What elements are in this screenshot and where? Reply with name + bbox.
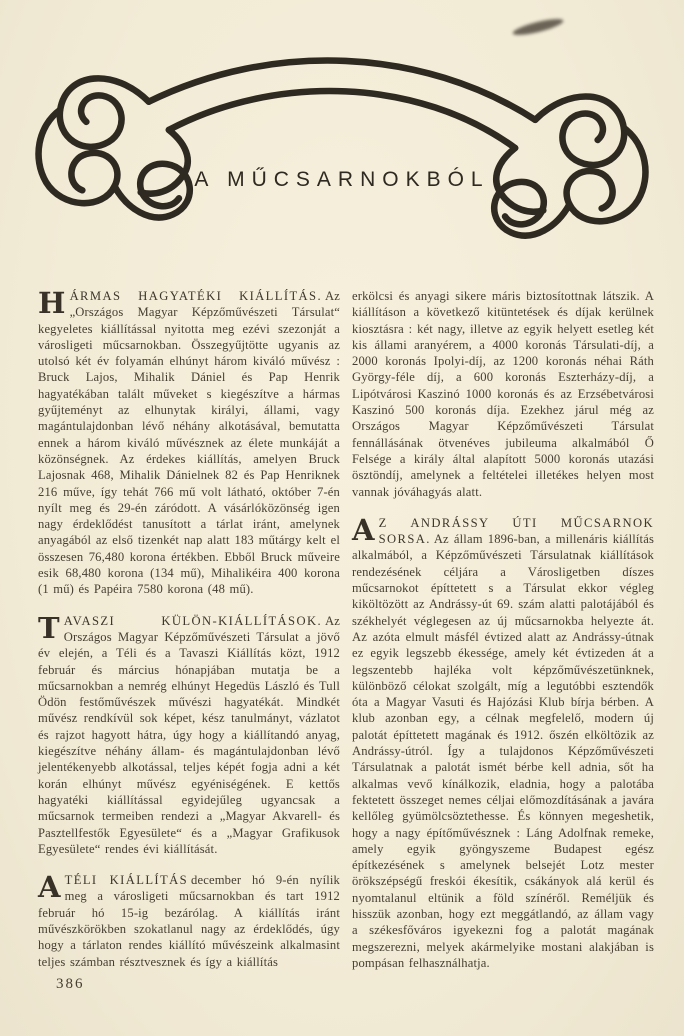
scan-smudge — [512, 16, 565, 38]
article-andrassy-uti-mucsarnok — [352, 512, 654, 971]
article-body: Az „Országos Magyar Képzőművészeti Társulat“ kegyeletes kiállítással nyitotta meg ezévi szezonját a városligeti műcsarnokban. Összegyűjtötte ugyanis az utolsó két év folyamán elhúnyt három kiváló művész : Bruck Lajos, Mihalik Dániel és Pap Henrik hagyatékában talált műveket s kiegészítve a hármas gyűjteményt az elhunytak királyi, állami, vagy magántulajdonban lévő néhány alkotásával, bemutatta ennek a három kiváló művésznek az élete munkáját a közönségnek. Az érdekes kiállítás, amelyen Bruck Lajosnak 468, Mihalik Dánielnek 82 és Pap Henriknek 216 műve, így tehát 766 mű volt látható, október 7-én nyílt meg és 29-én záródott. A vásárlóközönség igen nagy érdeklődést tanusított a tárlat iránt, amelynek anyagából az első tizenkét nap alatt 183 műtárgy kelt el összesen 76,480 korona értékben. Ebből Bruck műveire esik 68,480 korona (134 mű), Mihalikéira 400 korona (1 mű) és Papéira 7580 korona (48 mű). — [38, 289, 340, 597]
article-harmas-hagyateki-kiallitas — [38, 288, 340, 598]
article-body: Az állam 1896-ban, a millenáris kiállítás alkalmából, a Képzőművészeti Társulatnak kiállítások rendezésének céljára a Városligetben díszes műcsarnokot építtetett s a Társulat ekkor végleg kiköltözött az Andrássy-út 69. szám alatti palotájából és székhelyét véglegesen az új műcsarnokba helyezte át. Az azóta elmult másfél évtized alatt az Andrássy-útnak ez egyik legszebb ékessége, amely két évtizeden át a legszentebb hajléka volt képzőművészetünknek, különböző célokat szolgált, míg a legutóbbi esztendők óta a Magyar Vasuti és Hajózási Klub bírja bérben. A klub azonban egy, a célnak megfelelő, modern új palotát építtetett magának és 1912. őszén elköltözik az Andrássy-útról. Így a tulajdonos Képzőművészeti Társulatnak a palotát ismét bérbe kell adnia, sőt ha alkalmas vevő kínálkozik, eladnia, hogy a palotába fektetett összeget nemes céljai előmozdításának a javára kellőleg gyümölcsöztethesse. És könnyen megeshetik, hogy a nagy építőművésznek : Láng Adolfnak remeke, amely egyik gyöngyszeme Budapest egész építkezésének s amelynek belsejét Lotz mester örökszépségű freskói ékesítik, csákányok alá kerül és nyomtalanul eltünik a föld színéről. Reméljük és hisszük azonban, hogy ezt meggátlandó, az állam vagy a székesfőváros igyekezni fog a palotát magának megszerezni, melyek akármelyike mostani alakjában is pompásan felhasználhatja. — [352, 532, 654, 970]
ornament-left-knot — [39, 78, 190, 217]
ornament-right-knot — [494, 96, 645, 235]
page-number: 386 — [56, 976, 85, 992]
art-nouveau-ornament — [30, 36, 654, 258]
article-body: Az Országos Magyar Képzőművészeti Társulat a jövő év elején, a Téli és a Tavaszi Kiállítás közt, 1912 február és március hónapjában mutatja be a műcsarnokban a nemrég elhúnyt Hegedüs László és Tull Ödön festőművészek művészi hagyatékát. Mindkét művész rendkívül sok képet, kész tanulmányt, vázlatot és rajzot hagyott hátra, úgy hogy a kiállítandó anyag, kiegészítve néhány állam- és magántulajdonban lévő jelentékenyebb alkotással, teljes képét fogja adni a két korán elhúnyt művész egyéniségének. E kettős hagyatéki kiállítással egyidejűleg ugyancsak a műcsarnok termeiben rendezi a „Magyar Akvarell- és Pasztellfestők Egyesülete“ és a „Magyar Grafikusok Egyesülete“ rendes évi kiállítását. — [38, 613, 340, 856]
dropcap-initial: A — [38, 870, 61, 905]
article-teli-kiallitas-continued — [352, 288, 654, 500]
left-column — [38, 288, 340, 986]
article-tavaszi-kulon-kiallitasok — [38, 610, 340, 857]
dropcap-initial: A — [352, 512, 375, 547]
article-body: erkölcsi és anyagi sikere máris biztosítottnak látszik. A kiállításon a következő kitüntetések és díjak kerülnek kiosztásra : két nagy, illetve az egyik helyett esetleg két kis állami aranyérem, a 4000 koronás Társulati-díj, a 2000 koronás Ipolyi-díj, az 1200 koronás néhai Ráth György-féle díj, a 600 koronás Eszterházy-díj, a Lipótvárosi Kaszinó 1000 koronás és az Erzsébetvárosi Kaszinó 500 koronás díja. Ezekhez járul még az Országos Magyar Képzőművészeti Társulat fennállásának ötvenéves jubileuma alkalmából Ő Felsége a király által alapított 5000 koronás utazási ösztöndíj, amelynek a feltételei illetékes helyen most vannak jóváhagyás alatt. — [352, 289, 654, 499]
right-column — [352, 288, 654, 986]
article-teli-kiallitas — [38, 872, 340, 970]
article-heading: AVASZI KÜLÖN-KIÁLLÍTÁSOK. — [63, 613, 322, 628]
dropcap-initial: T — [38, 610, 60, 645]
article-heading: TÉLI KIÁLLÍTÁS — [64, 873, 189, 888]
article-body: december hó 9-én nyílik meg a városligeti műcsarnokban és tart 1912 február hó 15-ig bezárólag. A kiállítás iránt művészkörökben szokatlanul nagy az érdeklődés, úgy hogy a tárlaton rendes kiállító művészeink alkalmasint teljes számban résztvesznek és így a kiállítás — [38, 873, 340, 969]
article-heading: ÁRMAS HAGYATÉKI KIÁLLÍTÁS. — [69, 289, 322, 303]
dropcap-initial: H — [38, 286, 66, 320]
article-heading: Z ANDRÁSSY ÚTI MŰCSARNOK SORSA. — [378, 515, 654, 547]
text-columns — [38, 288, 654, 986]
page-header — [0, 0, 684, 268]
ornament-lower-arc — [169, 91, 515, 148]
page-title: A MŰCSARNOKBÓL — [194, 168, 490, 191]
